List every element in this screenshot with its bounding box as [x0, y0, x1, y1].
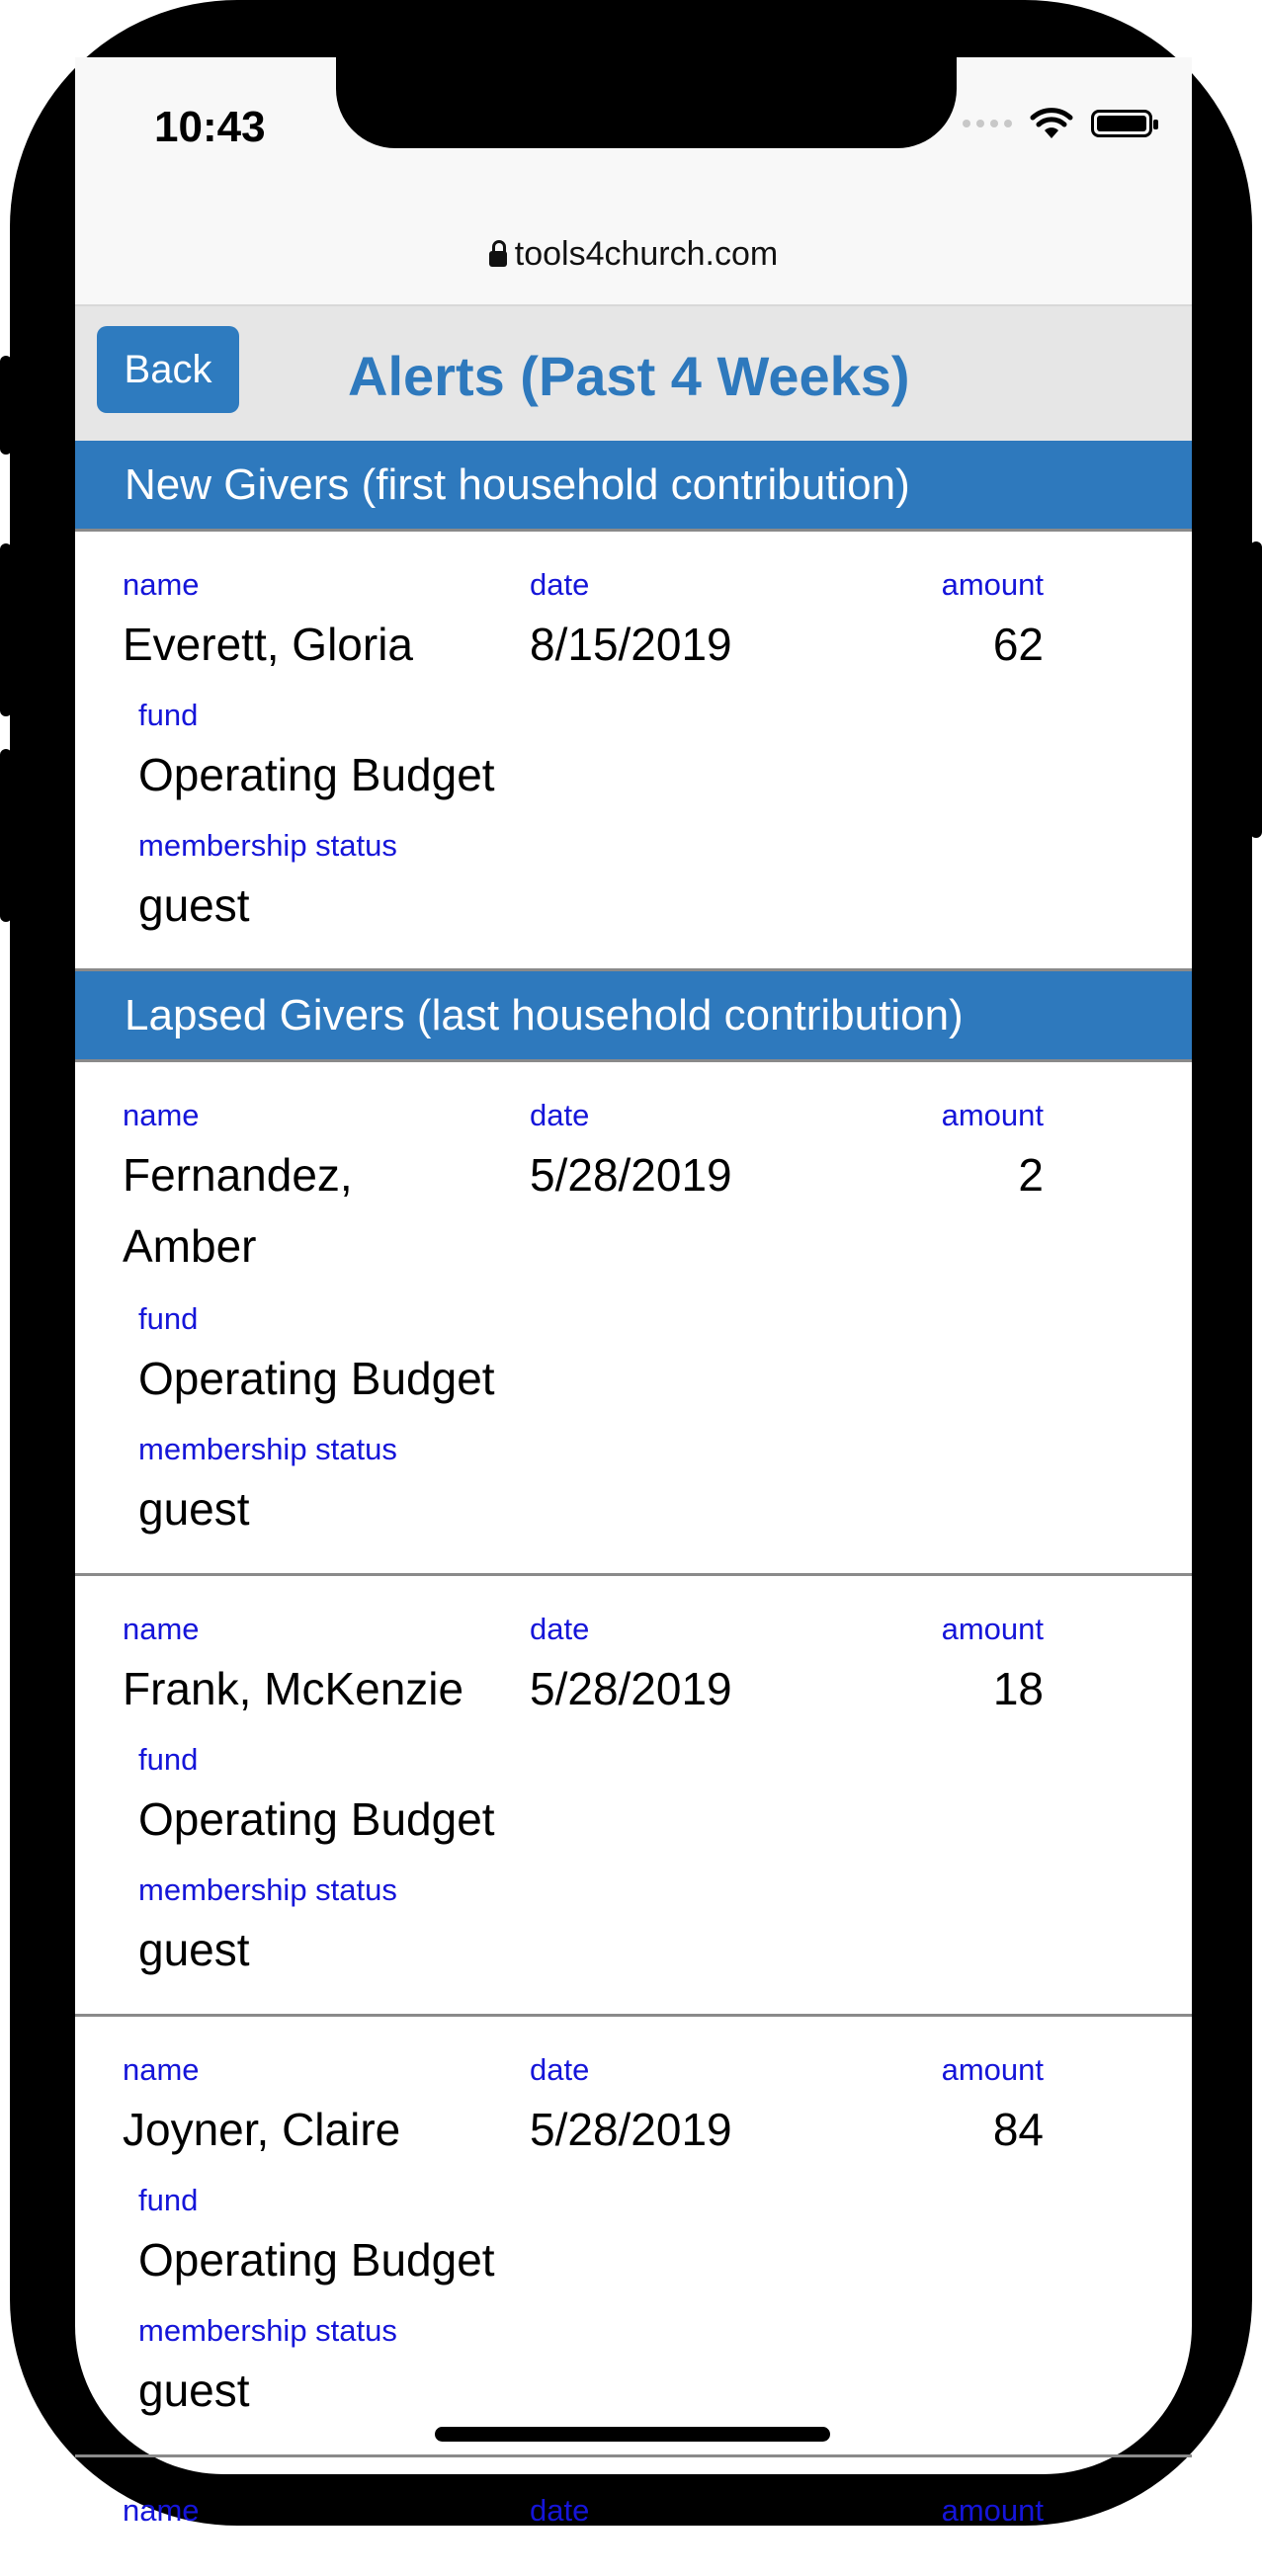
date-label: date [530, 1098, 590, 1132]
fund-label: fund [138, 1301, 199, 1336]
gift-amount: 84 [992, 2104, 1044, 2155]
fund-value: Operating Budget [138, 1793, 495, 1845]
battery-icon [1091, 110, 1152, 137]
list-item[interactable] [75, 2457, 1192, 2576]
membership-value: guest [138, 1483, 250, 1535]
home-indicator[interactable] [435, 2427, 830, 2442]
section-header-lapsed-givers: Lapsed Givers (last household contribution) [75, 971, 1192, 1062]
membership-label: membership status [138, 828, 397, 863]
fund-label: fund [138, 1742, 199, 1777]
url-display[interactable] [489, 235, 778, 274]
amount-label: amount [941, 567, 1044, 602]
membership-value: guest [138, 1924, 250, 1975]
list-item[interactable] [75, 1062, 1192, 1576]
name-label: name [123, 2052, 200, 2087]
list-item[interactable] [75, 532, 1192, 971]
giver-name: Fernandez, Amber [123, 1149, 353, 1272]
date-label: date [530, 2052, 590, 2087]
amount-label: amount [941, 2493, 1044, 2528]
fund-label: fund [138, 2183, 199, 2217]
list-item[interactable] [75, 1576, 1192, 2017]
lock-icon [489, 251, 507, 267]
gift-date: 8/15/2019 [530, 619, 732, 670]
volume-down-button [0, 749, 12, 922]
membership-label: membership status [138, 2313, 397, 2348]
amount-label: amount [941, 1612, 1044, 1646]
name-label: name [123, 1098, 200, 1132]
power-button [1250, 541, 1262, 838]
giver-name: Frank, McKenzie [123, 1663, 464, 1714]
gift-date: 5/28/2019 [530, 1663, 732, 1714]
silent-switch [0, 356, 12, 455]
membership-label: membership status [138, 1872, 397, 1907]
membership-value: guest [138, 879, 250, 931]
volume-up-button [0, 543, 12, 716]
browser-url-bar[interactable] [75, 186, 1192, 306]
fund-value: Operating Budget [138, 2234, 495, 2285]
gift-amount: 2 [1018, 1149, 1044, 1201]
section-header-new-givers: New Givers (first household contribution) [75, 441, 1192, 532]
date-label: date [530, 567, 590, 602]
wifi-icon [1030, 107, 1073, 140]
page-title: Alerts (Past 4 Weeks) [348, 345, 910, 407]
status-time: 10:43 [154, 103, 266, 151]
date-label: date [530, 1612, 590, 1646]
membership-label: membership status [138, 1432, 397, 1466]
url-text: tools4church.com [514, 235, 779, 273]
phone-screen [75, 57, 1192, 2528]
alerts-list [75, 441, 1192, 2576]
name-label: name [123, 567, 200, 602]
membership-value: guest [138, 2365, 250, 2416]
amount-label: amount [941, 2052, 1044, 2087]
gift-amount: 18 [992, 1663, 1044, 1714]
gift-date: 5/28/2019 [530, 1149, 732, 1201]
back-button[interactable]: Back [97, 326, 239, 413]
status-icons [963, 107, 1152, 140]
cellular-dots-icon [963, 120, 1012, 127]
giver-name: Joyner, Claire [123, 2104, 401, 2155]
fund-value: Operating Budget [138, 1353, 495, 1404]
gift-date: 5/28/2019 [530, 2104, 732, 2155]
date-label: date [530, 2493, 590, 2528]
name-label: name [123, 2493, 200, 2528]
fund-value: Operating Budget [138, 749, 495, 800]
giver-name: Everett, Gloria [123, 619, 413, 670]
gift-amount: 62 [992, 619, 1044, 670]
amount-label: amount [941, 1098, 1044, 1132]
notch [336, 57, 957, 148]
app-header [75, 306, 1192, 441]
name-label: name [123, 1612, 200, 1646]
fund-label: fund [138, 698, 199, 732]
list-item[interactable] [75, 2017, 1192, 2457]
